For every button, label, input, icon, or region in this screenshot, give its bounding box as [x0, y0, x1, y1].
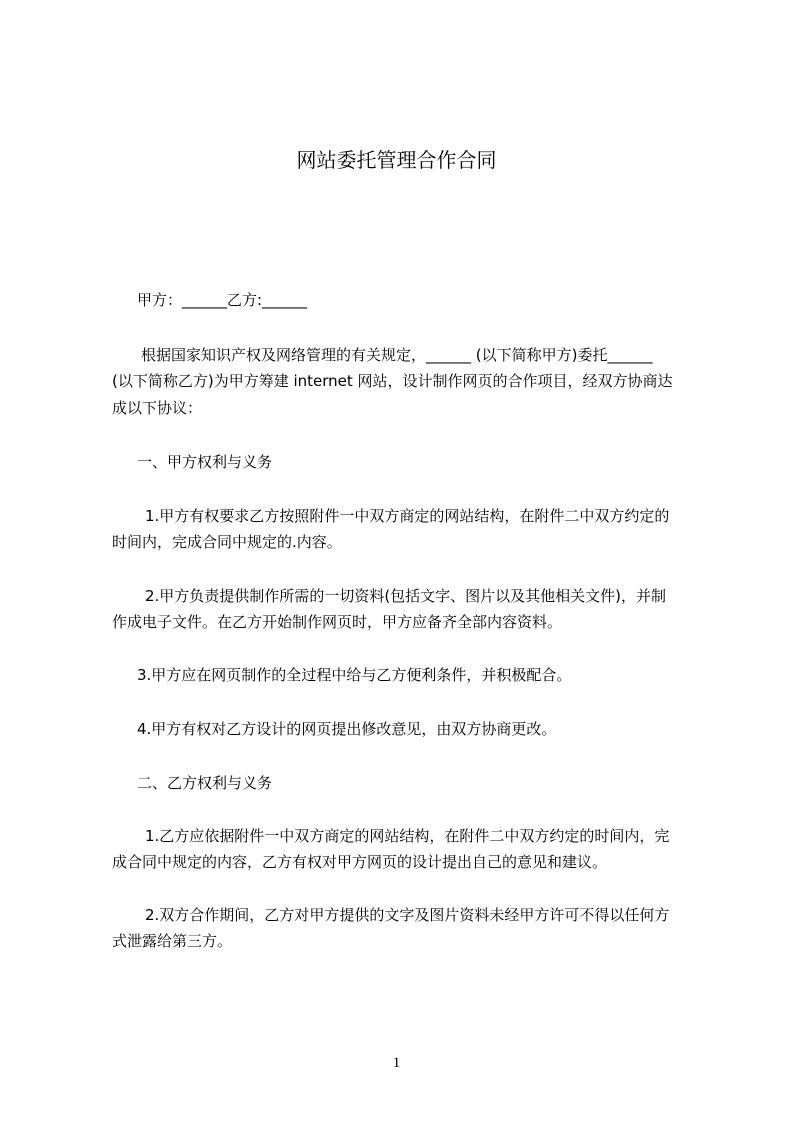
document-title: 网站委托管理合作合同 — [296, 148, 497, 172]
section-heading: 二、乙方权利与义务 — [137, 774, 273, 792]
preamble-line: (以下简称乙方)为甲方筹建 internet 网站，设计制作网页的合作项目，经双方协商达 — [112, 372, 673, 390]
clause-line: 作成电子文件。在乙方开始制作网页时，甲方应备齐全部内容资料。 — [112, 613, 563, 631]
clause-line: 1.乙方应依据附件一中双方商定的网站结构，在附件二中双方约定的时间内，完 — [145, 827, 670, 845]
clause-line: 3.甲方应在网页制作的全过程中给与乙方便利条件，并积极配合。 — [137, 666, 572, 684]
preamble-line: 成以下协议： — [112, 399, 203, 417]
clause-line: 成合同中规定的内容，乙方有权对甲方网页的设计提出自己的意见和建议。 — [112, 853, 608, 871]
clause-line: 时间内，完成合同中规定的.内容。 — [112, 533, 342, 551]
page-number: 1 — [392, 1055, 401, 1071]
clause-line: 2.甲方负责提供制作所需的一切资料(包括文字、图片以及其他相关文件)，并制 — [145, 587, 667, 605]
section-heading: 一、甲方权利与义务 — [137, 453, 273, 471]
clause-line: 2.双方合作期间，乙方对甲方提供的文字及图片资料未经甲方许可不得以任何方 — [145, 906, 670, 924]
parties-line: 甲方：______乙方:______ — [137, 291, 308, 309]
clause-line: 1.甲方有权要求乙方按照附件一中双方商定的网站结构，在附件二中双方约定的 — [145, 507, 670, 525]
clause-line: 4.甲方有权对乙方设计的网页提出修改意见，由双方协商更改。 — [137, 720, 557, 738]
clause-line: 式泄露给第三方。 — [112, 932, 233, 950]
preamble-line: 根据国家知识产权及网络管理的有关规定，______ (以下简称甲方)委托______ — [141, 346, 653, 364]
document-body — [112, 0, 700, 1122]
